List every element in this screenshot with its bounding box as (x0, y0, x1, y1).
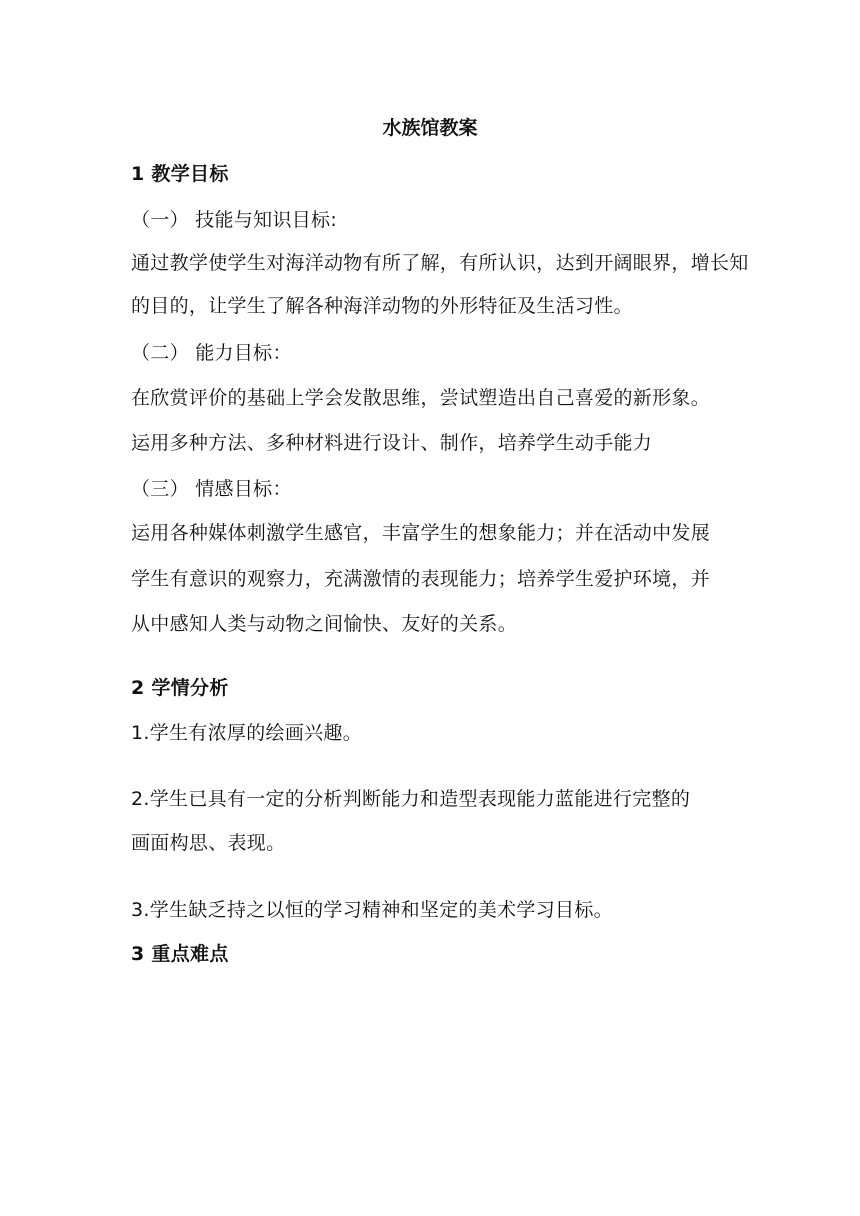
section-heading-key-difficulties: 3 重点难点 (131, 943, 229, 965)
section-heading-objectives: 1 教学目标 (131, 163, 229, 185)
paragraph-line: 运用各种媒体刺激学生感官，丰富学生的想象能力；并在活动中发展 (131, 522, 711, 544)
document-title: 水族馆教案 (382, 117, 478, 139)
list-item: 2.学生已具有一定的分析判断能力和造型表现能力蓝能进行完整的 (131, 788, 691, 810)
paragraph-line: 学生有意识的观察力，充满激情的表现能力；培养学生爱护环境，并 (131, 568, 711, 590)
list-item-continuation: 画面构思、表现。 (131, 832, 286, 854)
section-heading-student-analysis: 2 学情分析 (131, 677, 229, 699)
subheading-emotion: （三） 情感目标： (131, 478, 292, 500)
subheading-ability: （二） 能力目标： (131, 342, 292, 364)
list-item: 3.学生缺乏持之以恒的学习精神和坚定的美术学习目标。 (131, 899, 613, 921)
paragraph-line: 通过教学使学生对海洋动物有所了解，有所认识，达到开阔眼界，增长知 (131, 252, 749, 274)
paragraph-line: 在欣赏评价的基础上学会发散思维，尝试塑造出自己喜爱的新形象。 (131, 387, 711, 409)
list-item: 1.学生有浓厚的绘画兴趣。 (131, 722, 363, 744)
paragraph-line: 从中感知人类与动物之间愉快、友好的关系。 (131, 613, 518, 635)
subheading-skills-knowledge: （一） 技能与知识目标: (131, 209, 338, 231)
paragraph-line: 的目的，让学生了解各种海洋动物的外形特征及生活习性。 (131, 295, 633, 317)
paragraph-line: 运用多种方法、多种材料进行设计、制作，培养学生动手能力 (131, 432, 653, 454)
